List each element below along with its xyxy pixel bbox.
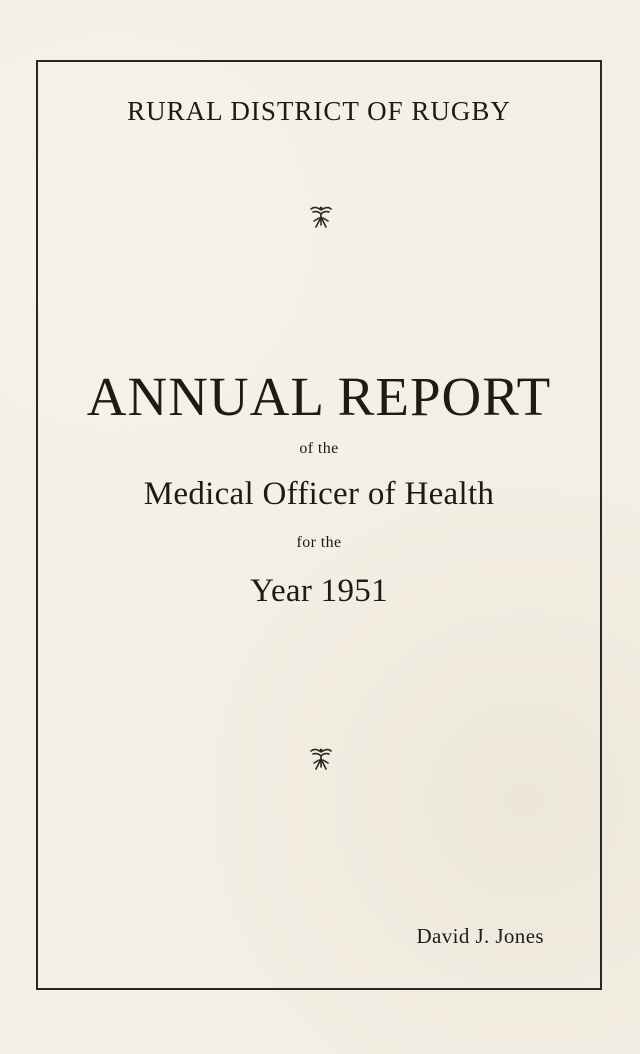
page-border-frame [36,60,602,990]
report-title: ANNUAL REPORT [86,366,552,427]
printer-ornament-icon [307,203,335,231]
author-name: David J. Jones [416,924,544,948]
printer-ornament-icon [307,745,335,773]
report-year: Year 1951 [250,573,388,609]
connecting-phrase-of-the: of the [299,440,339,457]
officer-title: Medical Officer of Health [143,476,495,512]
connecting-phrase-for-the: for the [296,534,342,551]
district-heading: RURAL DISTRICT OF RUGBY [127,96,511,126]
